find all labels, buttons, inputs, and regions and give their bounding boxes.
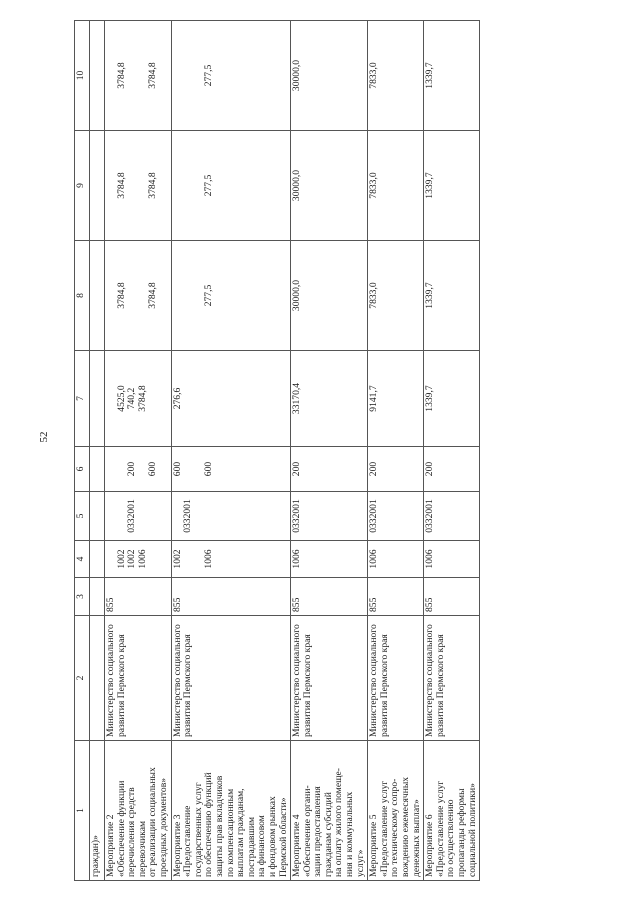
target-article-cell [291,492,368,541]
target-article-cell [105,492,172,541]
cell-line: ния и коммунальных [344,791,356,877]
code-cell [424,578,480,616]
amount-col7-cell [171,351,291,447]
cell-line: 7833,0 [368,282,380,309]
amount-col8-cell [105,241,172,351]
cell-line: 0332001 [291,499,303,533]
column-header: 6 [75,447,90,492]
cell-line: Мероприятие 6 [424,814,436,877]
amount-col9-cell [368,131,424,241]
cell-line: 1006 [203,549,215,569]
expense-kind-cell [291,447,368,492]
cell-line: 1006 [136,549,148,569]
cell-line: Министерство социального [171,624,183,737]
cell-line: Министерство социального [424,624,436,737]
cell-line: 3784,8 [147,172,159,199]
cell-line: 200 [291,461,303,477]
amount-col8-cell [424,241,480,351]
cell-line: по обеспечению функций [203,772,215,877]
column-header: 7 [75,351,90,447]
amount-col9-cell [291,131,368,241]
section-cell [291,541,368,578]
cell-line: 600 [203,461,215,477]
carry-over-row [90,21,105,881]
cell-line: 3784,8 [147,282,159,309]
activity-name-cell [105,741,172,881]
cell-line: зации предоставления [312,786,324,877]
cell-line: 30000,0 [291,279,303,312]
cell-line: 276,6 [171,387,183,410]
cell-line: 1006 [291,549,303,569]
cell-line: 600 [171,461,183,477]
cell-line: проездных документов» [157,777,169,877]
cell-line: 1339,7 [424,282,436,309]
amount-col10-cell [424,21,480,131]
section-cell [424,541,480,578]
cell-line: защиты прав вкладчиков [213,775,225,877]
cell-line: 0332001 [368,499,380,533]
target-article-cell [368,492,424,541]
cell-line: 3784,8 [147,62,159,89]
cell-line: Министерство социального [291,624,303,737]
cell-line: 4525,0 [115,385,127,412]
cell-line: 7833,0 [368,172,380,199]
cell-line: развития Пермского края [182,634,194,737]
cell-line: от реализации социальных [147,767,159,877]
expense-kind-cell [424,447,480,492]
cell-line: 277,5 [203,174,215,197]
cell-line: гражданам субсидий [322,792,334,877]
cell-line: 33170,4 [291,382,303,415]
column-header: 8 [75,241,90,351]
amount-col7-cell [291,351,368,447]
cell-line: по техническому сопро- [389,778,401,877]
ministry-cell [424,616,480,741]
column-header: 10 [75,21,90,131]
cell-line: «Предоставление услуг [434,780,446,877]
cell-line: 0332001 [424,499,436,533]
cell-line: услуг» [354,849,366,877]
section-cell [368,541,424,578]
table-row [171,21,291,881]
cell-line: развития Пермского края [115,634,127,737]
cell-line: Министерство социального [105,624,116,737]
cell-line: 3784,8 [136,385,148,412]
cell-line: 1339,7 [424,385,436,412]
cell-line: 277,5 [203,284,215,307]
cell-line: 1002 [126,549,138,569]
cell-line: Мероприятие 5 [368,814,380,877]
amount-col8-cell [368,241,424,351]
cell-line: Мероприятие 4 [291,814,303,877]
table-row [424,21,480,881]
cell-line: 855 [424,597,436,612]
amount-col10-cell [171,21,291,131]
expense-kind-cell [105,447,172,492]
cell-line: перечисления средств [126,787,138,877]
cell-line: 277,5 [203,64,215,87]
activity-name-cell [171,741,291,881]
cell-line: развития Пермского края [434,634,446,737]
cell-line: Мероприятие 2 [105,814,116,877]
amount-col7-cell [424,351,480,447]
section-cell [105,541,172,578]
rotated-table-container [74,21,550,881]
column-header: 1 [75,741,90,881]
ministry-cell [105,616,172,741]
amount-col10-cell [368,21,424,131]
cell-line: выплатам гражданам, [235,788,247,877]
cell-line: 740,2 [126,387,138,410]
target-article-cell [424,492,480,541]
cell-line: 30000,0 [291,59,303,92]
cell-line: Министерство социального [368,624,380,737]
code-cell [171,578,291,616]
amount-col10-cell [105,21,172,131]
cell-line: вождению ежемесячных [400,776,412,877]
column-header: 2 [75,616,90,741]
cell-line: 600 [147,461,159,477]
amount-col8-cell [171,241,291,351]
page-number: 52 [38,431,50,443]
code-cell [291,578,368,616]
cell-line: «Предоставление услуг [378,780,390,877]
cell-line: 3784,8 [115,62,127,89]
amount-col7-cell [368,351,424,447]
ministry-cell [368,616,424,741]
cell-line: 200 [424,461,436,477]
budget-table [74,20,480,881]
column-header: 5 [75,492,90,541]
ministry-cell [171,616,291,741]
header-row [75,21,90,881]
amount-col9-cell [424,131,480,241]
amount-col7-cell [105,351,172,447]
cell-line: 0332001 [182,499,194,533]
cell-line: 200 [126,461,138,477]
cell-line: «Обеспечение органи- [301,785,313,877]
cell-line: государственных услуг [192,782,204,877]
cell-line: 0332001 [126,499,138,533]
code-cell [105,578,172,616]
cell-line: 30000,0 [291,169,303,202]
cell-line: 855 [105,597,116,612]
activity-name-cell [368,741,424,881]
table-row [291,21,368,881]
cell-line: Пермской области» [277,797,289,877]
cell-line: на финансовом [256,815,268,877]
table-row [368,21,424,881]
cell-line: 200 [368,461,380,477]
cell-line: и фондовом рынках [266,796,278,877]
activity-name-cell [424,741,480,881]
cell-line: 1006 [368,549,380,569]
cell-line: денежных выплат» [410,799,422,877]
activity-name-cell [291,741,368,881]
cell-line: развития Пермского края [301,634,313,737]
cell-line: Мероприятие 3 [171,814,183,877]
column-header: 3 [75,578,90,616]
cell-line: 3784,8 [115,282,127,309]
code-cell [368,578,424,616]
cell-line: 855 [291,597,303,612]
cell-line: 1002 [171,549,183,569]
cell-line: 7833,0 [368,62,380,89]
cell-line: 3784,8 [115,172,127,199]
cell-line: 1339,7 [424,172,436,199]
cell-line: по осуществлению [445,799,457,877]
target-article-cell [171,492,291,541]
carry-over-text: граждан)» [90,741,105,881]
expense-kind-cell [368,447,424,492]
amount-col9-cell [105,131,172,241]
amount-col8-cell [291,241,368,351]
cell-line: пострадавшим [245,816,257,877]
table-row [105,21,172,881]
section-cell [171,541,291,578]
column-header: 9 [75,131,90,241]
cell-line: 1339,7 [424,62,436,89]
cell-line: перевозчикам [136,820,148,877]
expense-kind-cell [171,447,291,492]
cell-line: 1006 [424,549,436,569]
cell-line: 1002 [115,549,127,569]
ministry-cell [291,616,368,741]
cell-line: пропаганды реформы [456,788,467,877]
cell-line: на оплату жилого помеще- [333,768,345,877]
cell-line: по компенсационным [224,788,236,877]
cell-line: 855 [171,597,183,612]
amount-col9-cell [171,131,291,241]
cell-line: «Предоставление [182,805,194,877]
cell-line: 9141,7 [368,385,380,412]
amount-col10-cell [291,21,368,131]
cell-line: развития Пермского края [378,634,390,737]
cell-line: «Обеспечение функции [115,780,127,877]
column-header: 4 [75,541,90,578]
cell-line: социальной политики» [466,783,478,877]
cell-line: 855 [368,597,380,612]
